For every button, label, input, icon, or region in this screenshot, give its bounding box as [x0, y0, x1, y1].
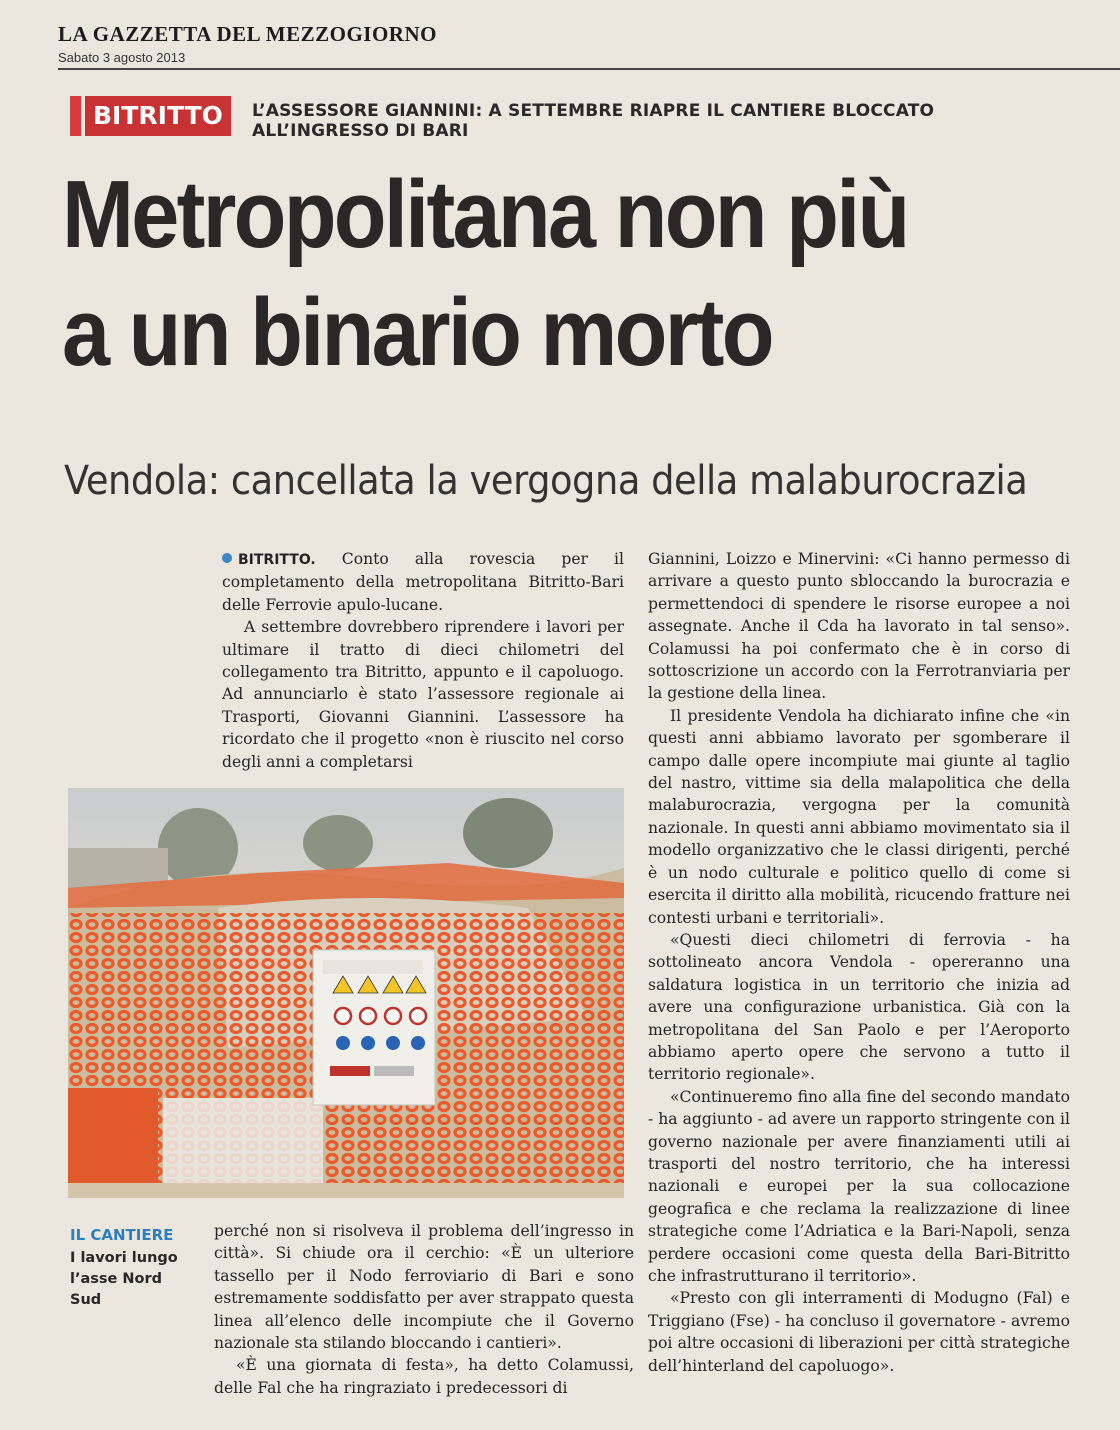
article-column-1 [222, 548, 624, 773]
photo-caption-title: IL CANTIERE [70, 1226, 174, 1244]
photo-caption-body: I lavori lungo l’asse Nord Sud [70, 1250, 178, 1308]
article-paragraph: «È una giornata di festa», ha detto Colamussi, delle Fal che ha ringraziato i predecessori di [214, 1356, 634, 1397]
article-paragraph: «Presto con gli interramenti di Modugno (Fal) e Triggiano (Fse) - ha concluso il governatore - avremo poi altre occasioni di liberazioni per città strategiche dell’hinterland del capoluogo». [648, 1289, 1070, 1375]
article-paragraph: BITRITTO. Conto alla rovescia per il completamento della metropolitana Bitritto-Bari delle Ferrovie apulo-lucane. [222, 550, 624, 614]
masthead-rule [58, 68, 1120, 70]
lead-place: BITRITTO. [238, 552, 316, 568]
photo-illustration [68, 788, 624, 1198]
article-paragraph: «Continueremo fino alla fine del secondo mandato - ha aggiunto - ad avere un rapporto stringente con il governo nazionale per avere finanziamenti utili ai trasporti del nostro territorio, che ha interessi nazionali e europei per la sua collocazione geografica e che reclama la realizzazione di linee strategiche come l’Adriatica e la Bari-Napoli, senza perdere occasioni come questa della Bari-Bitritto che infrastrutturano il territorio». [648, 1087, 1070, 1285]
construction-site-photo [68, 788, 624, 1198]
dateline: Sabato 3 agosto 2013 [58, 50, 186, 65]
headline [62, 156, 998, 392]
bullet-icon [222, 553, 232, 563]
headline-line-1: Metropolitana non più [62, 161, 908, 268]
masthead: LA GAZZETTA DEL MEZZOGIORNO [58, 22, 437, 46]
article-paragraph: perché non si risolveva il problema dell’ingresso in città». Si chiude ora il cerchio: «È un ulteriore tassello per il Nodo ferroviario di Bari e sono estremamente soddisfatto per aver strappato questa linea all’elenco delle incompiute che il Governo nazionale sta stilando bloccando i cantieri». [214, 1222, 634, 1353]
article-column-1-continued [214, 1220, 634, 1399]
kicker-accent-bar [70, 96, 81, 136]
article-paragraph: «Questi dieci chilometri di ferrovia - ha sottolineato ancora Vendola - opereranno una saldatura logistica in un territorio che inizia ad avere una configurazione urbanistica. Già con la metropolitana del San Paolo e per l’Aeroporto abbiamo aperto opere che servono a tutto il territorio regionale». [648, 930, 1070, 1084]
article-paragraph: Il presidente Vendola ha dichiarato infine che «in questi anni abbiamo lavorato per sgomberare il campo dalle opere incompiute mai giunte al taglio del nastro, vittime sia della malapolitica che della malaburocrazia, vergogna per la comunità nazionale. In questi anni abbiamo movimentato sia il modello organizzativo che le classi dirigenti, perché è un nodo culturale e politico quello di come si esercita il diritto alla mobilità, ricucendo fratture nei contesti urbani e territoriali». [648, 706, 1070, 927]
kicker-text: L’ASSESSORE GIANNINI: A SETTEMBRE RIAPRE IL CANTIERE BLOCCATO ALL’INGRESSO DI BARI [252, 101, 935, 141]
article-column-2 [648, 548, 1070, 1377]
article-paragraph: A settembre dovrebbero riprendere i lavori per ultimare il tratto di dieci chilometri del collegamento tra Bitritto, appunto e il capoluogo. Ad annunciarlo è stato l’assessore regionale ai Trasporti, Giovanni Giannini. L’assessore ha ricordato che il progetto «non è riuscito nel corso degli anni a completarsi [222, 618, 624, 771]
headline-line-2: a un binario morto [62, 279, 772, 386]
section-badge: BITRITTO [85, 96, 231, 136]
subheadline: Vendola: cancellata la vergogna della malaburocrazia [64, 458, 1028, 504]
article-paragraph: Giannini, Loizzo e Minervini: «Ci hanno permesso di arrivare a questo punto sbloccando la burocrazia e permettendoci di spendere le risorse europee a noi assegnate. Anche il Cda ha lavorato in tal senso». Colamussi ha poi confermato che è in corso di sottoscrizione un accordo con la Ferrotranviaria per la gestione della linea. [648, 550, 1070, 703]
